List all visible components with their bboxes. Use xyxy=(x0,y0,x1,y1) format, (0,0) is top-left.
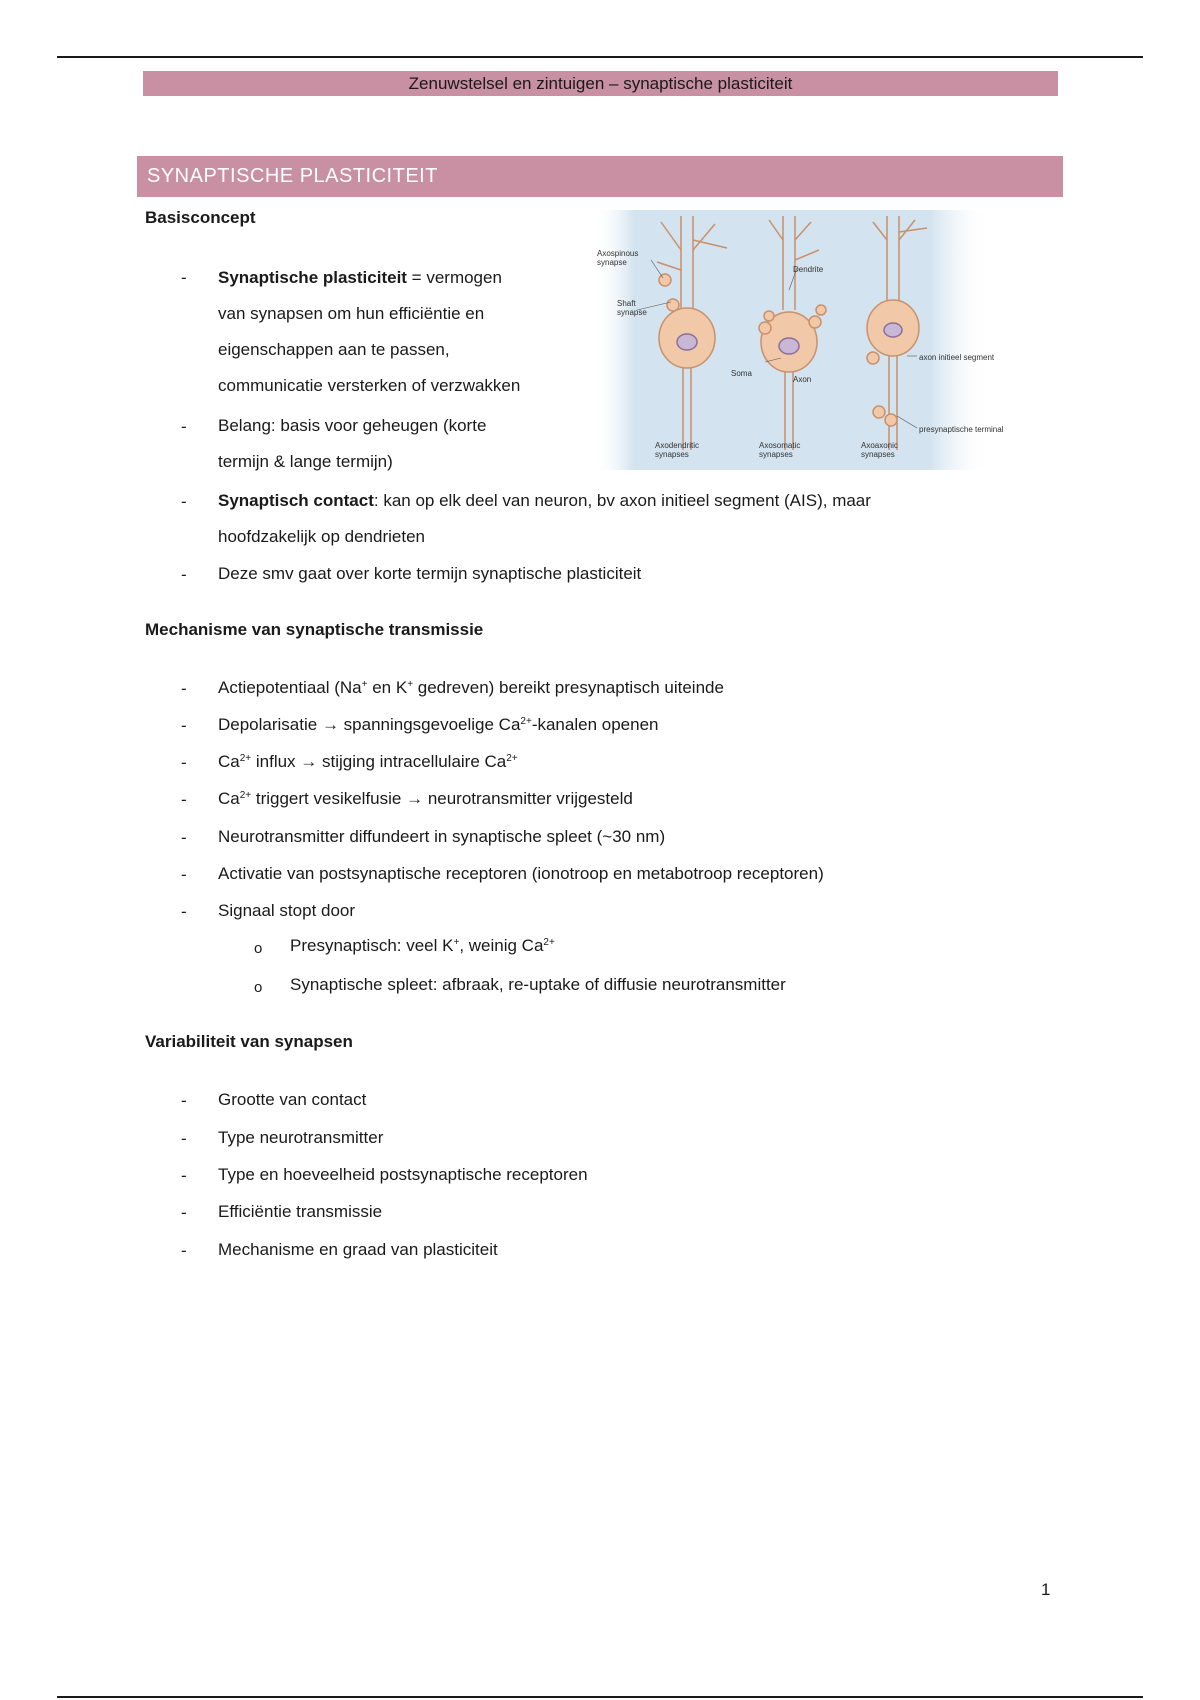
text: van synapsen om hun efficiëntie en xyxy=(218,304,485,323)
text: Deze smv gaat over korte termijn synaptische plasticiteit xyxy=(218,564,642,583)
heading-variabiliteit: Variabiliteit van synapsen xyxy=(145,1032,353,1051)
bullet-marker: - xyxy=(181,1129,187,1148)
list-item-signaal: Signaal stopt door xyxy=(218,901,356,920)
term: Synaptisch contact xyxy=(218,491,374,510)
label-presyn: presynaptische terminal xyxy=(919,425,1004,434)
bottom-rule xyxy=(57,1696,1143,1698)
label-soma: Soma xyxy=(731,369,752,378)
text: communicatie versterken of verzwakken xyxy=(218,376,521,395)
bullet-marker: - xyxy=(181,268,187,287)
list-item-influx: $Ca^{2+}$ influx → stijging intracellulaire $Ca^{2+}$ xyxy=(218,752,518,771)
section-title: SYNAPTISCHE PLASTICITEIT xyxy=(137,156,1063,197)
synapse-types-figure xyxy=(597,210,1060,470)
label-shaft: Shaft synapse xyxy=(617,299,647,317)
bullet-marker: - xyxy=(181,753,187,772)
label-axoaxonic: Axoaxonic synapses xyxy=(861,441,898,459)
top-rule xyxy=(57,56,1143,58)
heading-mechanisme: Mechanisme van synaptische transmissie xyxy=(145,620,484,639)
bullet-marker: - xyxy=(181,865,187,884)
term: Synaptische plasticiteit xyxy=(218,268,407,287)
list-item-diffusie: Neurotransmitter diffundeert in synaptische spleet (~30 nm) xyxy=(218,827,666,846)
text: Belang: basis voor geheugen (korte xyxy=(218,416,487,435)
bullet-marker: - xyxy=(181,1166,187,1185)
list-item: Grootte van contact xyxy=(218,1090,367,1109)
label-axospinous: Axospinous synapse xyxy=(597,249,639,267)
list-item: Mechanisme en graad van plasticiteit xyxy=(218,1240,498,1259)
page-number: 1 xyxy=(1041,1580,1051,1599)
label-ais: axon initieel segment xyxy=(919,353,995,362)
label-axosomatic: Axosomatic synapses xyxy=(759,441,801,459)
sub-item-presynaptisch: Presynaptisch: veel K+, weinig $Ca^{2+}$ xyxy=(290,936,555,955)
sub-item-spleet: Synaptische spleet: afbraak, re-uptake of diffusie neurotransmitter xyxy=(290,975,786,994)
list-item-receptoren: Activatie van postsynaptische receptoren (ionotroop en metabotroop receptoren) xyxy=(218,864,824,883)
bullet-marker: - xyxy=(181,1241,187,1260)
list-item-actiepotentiaal: Actiepotentiaal (Na+ en K+ gedreven) bereikt presynaptisch uiteinde xyxy=(218,678,724,697)
sub-bullet-marker: o xyxy=(254,979,263,996)
list-item: Efficiëntie transmissie xyxy=(218,1202,383,1221)
label-axon: Axon xyxy=(793,375,812,384)
text: eigenschappen aan te passen, xyxy=(218,340,450,359)
bullet-marker: - xyxy=(181,1091,187,1110)
list-item-vesikelfusie: $Ca^{2+}$ triggert vesikelfusie → neurotransmitter vrijgesteld xyxy=(218,789,633,808)
running-header: Zenuwstelsel en zintuigen – synaptische plasticiteit xyxy=(143,71,1058,96)
text: termijn & lange termijn) xyxy=(218,452,393,471)
bullet-marker: - xyxy=(181,716,187,735)
list-item-depolarisatie: Depolarisatie → spanningsgevoelige $Ca^{2+}$-kanalen openen xyxy=(218,715,659,734)
heading-basisconcept: Basisconcept xyxy=(145,208,256,227)
bullet-marker: - xyxy=(181,902,187,921)
bullet-marker: - xyxy=(181,1203,187,1222)
text: : kan op elk deel van neuron, bv axon initieel segment (AIS), maar xyxy=(373,491,871,510)
bullet-marker: - xyxy=(181,417,187,436)
bullet-marker: - xyxy=(181,679,187,698)
list-item-plasticiteit xyxy=(218,260,520,404)
list-item-smv xyxy=(218,556,641,592)
label-dendrite: Dendrite xyxy=(793,265,824,274)
list-item: Type en hoeveelheid postsynaptische receptoren xyxy=(218,1165,588,1184)
text: hoofdzakelijk op dendrieten xyxy=(218,527,425,546)
list-item: Type neurotransmitter xyxy=(218,1128,384,1147)
bullet-marker: - xyxy=(181,790,187,809)
list-item-belang xyxy=(218,408,486,480)
bullet-marker: - xyxy=(181,565,187,584)
text: = vermogen xyxy=(406,268,502,287)
sub-bullet-marker: o xyxy=(254,940,263,957)
label-axodendritic: Axodendritic synapses xyxy=(655,441,700,459)
list-item-contact xyxy=(218,483,871,555)
bullet-marker: - xyxy=(181,492,187,511)
bullet-marker: - xyxy=(181,828,187,847)
